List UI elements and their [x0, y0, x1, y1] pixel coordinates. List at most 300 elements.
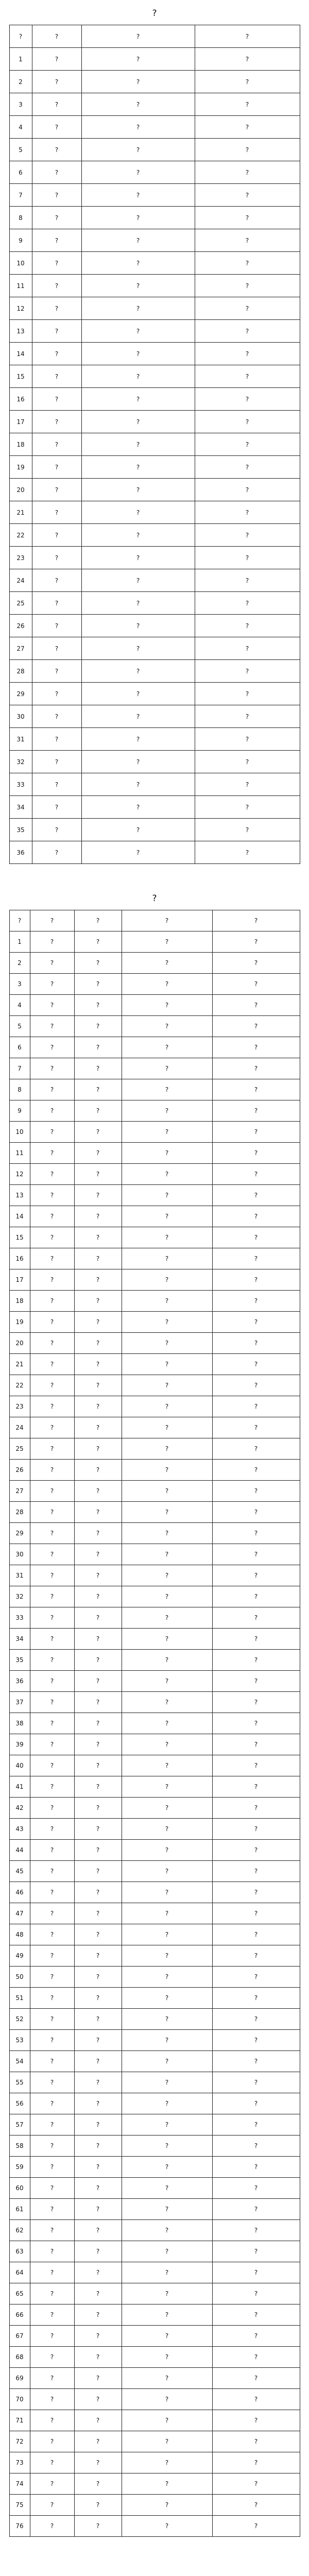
cell-no: 2 [9, 953, 30, 974]
cell-name: ? [81, 116, 195, 139]
cell-unit: ? [30, 1143, 74, 1164]
cell-type: ? [74, 2241, 122, 2262]
table-row [9, 1333, 300, 1354]
table-row [9, 1776, 300, 1798]
cell-issue: ? [212, 1924, 300, 1945]
cell-name: ? [122, 1544, 212, 1565]
cell-type: ? [74, 1755, 122, 1776]
cell-unit: ? [32, 388, 81, 411]
cell-name: ? [81, 48, 195, 71]
cell-unit: ? [32, 841, 81, 864]
cell-no: 30 [9, 1544, 30, 1565]
cell-no: 30 [9, 705, 32, 728]
table-row [9, 1861, 300, 1882]
cell-no: 66 [9, 2304, 30, 2326]
cell-name: ? [122, 1248, 212, 1269]
table-row [9, 2452, 300, 2473]
table-row [9, 2157, 300, 2178]
cell-unit: ? [32, 773, 81, 796]
cell-no: 16 [9, 388, 32, 411]
cell-name: ? [122, 1058, 212, 1079]
cell-issue: ? [212, 2030, 300, 2051]
table-row [9, 1565, 300, 1586]
cell-no: 72 [9, 2431, 30, 2452]
cell-issue: ? [212, 2178, 300, 2199]
table-row [9, 184, 300, 207]
cell-unit: ? [30, 2220, 74, 2241]
cell-no: 3 [9, 93, 32, 116]
cell-no: 70 [9, 2389, 30, 2410]
cell-unit: ? [30, 1629, 74, 1650]
cell-type: ? [74, 2178, 122, 2199]
cell-issue: ? [195, 683, 300, 705]
cell-issue: ? [195, 207, 300, 229]
cell-unit: ? [30, 2452, 74, 2473]
cell-no: 8 [9, 1079, 30, 1100]
cell-name: ? [81, 819, 195, 841]
cell-name: ? [122, 1312, 212, 1333]
table-row [9, 569, 300, 592]
cell-unit: ? [32, 320, 81, 343]
cell-no: 24 [9, 1417, 30, 1438]
table-row [9, 1903, 300, 1924]
cell-name: ? [122, 1100, 212, 1122]
cell-type: ? [74, 2410, 122, 2431]
cell-unit: ? [32, 365, 81, 388]
cell-no: 45 [9, 1861, 30, 1882]
cell-name: ? [122, 1924, 212, 1945]
cell-no: 65 [9, 2283, 30, 2304]
cell-no: 27 [9, 1481, 30, 1502]
cell-unit: ? [32, 683, 81, 705]
cell-unit: ? [30, 1058, 74, 1079]
table-row [9, 953, 300, 974]
table-row [9, 2093, 300, 2114]
table-row [9, 388, 300, 411]
cell-unit: ? [32, 547, 81, 569]
cell-no: 13 [9, 320, 32, 343]
table-row [9, 93, 300, 116]
cell-no: 55 [9, 2072, 30, 2093]
cell-unit: ? [30, 2051, 74, 2072]
cell-name: ? [122, 1819, 212, 1840]
cell-name: ? [122, 1967, 212, 1988]
cell-type: ? [74, 1734, 122, 1755]
cell-issue: ? [195, 365, 300, 388]
cell-no: 14 [9, 343, 32, 365]
cell-name: ? [122, 1143, 212, 1164]
cell-type: ? [74, 1354, 122, 1375]
cell-name: ? [122, 931, 212, 953]
cell-name: ? [122, 1079, 212, 1100]
table-row [9, 1629, 300, 1650]
cell-no: 32 [9, 751, 32, 773]
cell-no: 61 [9, 2199, 30, 2220]
cell-no: 59 [9, 2157, 30, 2178]
cell-issue: ? [212, 1734, 300, 1755]
cell-no: 57 [9, 2114, 30, 2136]
cell-issue: ? [195, 660, 300, 683]
cell-no: 1 [9, 931, 30, 953]
cell-no: 7 [9, 184, 32, 207]
cell-issue: ? [195, 184, 300, 207]
cell-no: 51 [9, 1988, 30, 2009]
cell-no: 22 [9, 524, 32, 547]
cell-name: ? [122, 2136, 212, 2157]
cell-issue: ? [212, 1417, 300, 1438]
cell-type: ? [74, 1016, 122, 1037]
cell-type: ? [74, 1776, 122, 1798]
table-row [9, 1058, 300, 1079]
cell-unit: ? [30, 1650, 74, 1671]
cell-type: ? [74, 1650, 122, 1671]
cell-issue: ? [212, 1523, 300, 1544]
cell-unit: ? [30, 1713, 74, 1734]
table-row [9, 1185, 300, 1206]
cell-name: ? [122, 2516, 212, 2537]
cell-name: ? [81, 71, 195, 93]
cell-no: 71 [9, 2410, 30, 2431]
cell-name: ? [122, 1396, 212, 1417]
cell-no: 31 [9, 1565, 30, 1586]
table-row [9, 2495, 300, 2516]
cell-name: ? [122, 2389, 212, 2410]
table-row [9, 637, 300, 660]
cell-issue: ? [212, 1861, 300, 1882]
cell-name: ? [122, 1565, 212, 1586]
cell-no: 28 [9, 660, 32, 683]
table-row [9, 547, 300, 569]
cell-issue: ? [212, 1269, 300, 1291]
cell-issue: ? [195, 751, 300, 773]
table-row [9, 1650, 300, 1671]
cell-name: ? [81, 773, 195, 796]
cell-type: ? [74, 974, 122, 995]
table-row [9, 1798, 300, 1819]
cell-no: 58 [9, 2136, 30, 2157]
cell-unit: ? [30, 1755, 74, 1776]
cell-name: ? [122, 1502, 212, 1523]
cell-issue: ? [212, 974, 300, 995]
table-row [9, 2389, 300, 2410]
table-row [9, 139, 300, 161]
cell-issue: ? [195, 773, 300, 796]
cell-type: ? [74, 2473, 122, 2495]
cell-unit: ? [30, 1312, 74, 1333]
table-row [9, 1396, 300, 1417]
table-row [9, 2326, 300, 2347]
cell-issue: ? [212, 2389, 300, 2410]
cell-type: ? [74, 1164, 122, 1185]
cell-type: ? [74, 2072, 122, 2093]
cell-issue: ? [195, 320, 300, 343]
cell-issue: ? [195, 275, 300, 297]
table-row [9, 2178, 300, 2199]
cell-no: 48 [9, 1924, 30, 1945]
cell-name: ? [81, 479, 195, 501]
cell-unit: ? [30, 2495, 74, 2516]
cell-no: 33 [9, 1607, 30, 1629]
cell-name: ? [122, 2241, 212, 2262]
cell-unit: ? [32, 705, 81, 728]
cell-name: ? [122, 2326, 212, 2347]
cell-no: 47 [9, 1903, 30, 1924]
table-row [9, 2220, 300, 2241]
cell-unit: ? [30, 1523, 74, 1544]
cell-issue: ? [195, 456, 300, 479]
cell-issue: ? [212, 1248, 300, 1269]
cell-name: ? [81, 411, 195, 433]
cell-type: ? [74, 2347, 122, 2368]
cell-no: 35 [9, 1650, 30, 1671]
cell-name: ? [122, 1903, 212, 1924]
cell-type: ? [74, 2262, 122, 2283]
cell-no: 52 [9, 2009, 30, 2030]
cell-no: 62 [9, 2220, 30, 2241]
table-row [9, 1438, 300, 1460]
cell-name: ? [122, 1692, 212, 1713]
cell-name: ? [81, 433, 195, 456]
cell-issue: ? [212, 1079, 300, 1100]
cell-name: ? [81, 569, 195, 592]
cell-issue: ? [195, 71, 300, 93]
cell-issue: ? [195, 343, 300, 365]
cell-no: 28 [9, 1502, 30, 1523]
cell-no: 34 [9, 796, 32, 819]
table-row [9, 524, 300, 547]
cell-issue: ? [212, 1333, 300, 1354]
cell-name: ? [122, 2030, 212, 2051]
cell-name: ? [81, 343, 195, 365]
table-row [9, 1671, 300, 1692]
cell-name: ? [122, 1755, 212, 1776]
cell-type: ? [74, 1671, 122, 1692]
cell-no: 18 [9, 1291, 30, 1312]
cell-name: ? [122, 1375, 212, 1396]
cell-type: ? [74, 1037, 122, 1058]
cell-issue: ? [212, 2241, 300, 2262]
cell-unit: ? [32, 411, 81, 433]
table-row [9, 796, 300, 819]
cell-name: ? [122, 2495, 212, 2516]
cell-unit: ? [30, 2136, 74, 2157]
table-row [9, 1819, 300, 1840]
cell-issue: ? [212, 1650, 300, 1671]
column-header-issue: ? [195, 25, 300, 48]
cell-no: 24 [9, 569, 32, 592]
cell-no: 8 [9, 207, 32, 229]
cell-name: ? [122, 1776, 212, 1798]
cell-issue: ? [212, 1100, 300, 1122]
cell-no: 16 [9, 1248, 30, 1269]
cell-unit: ? [30, 2410, 74, 2431]
cell-type: ? [74, 1523, 122, 1544]
cell-name: ? [81, 139, 195, 161]
cell-issue: ? [212, 931, 300, 953]
cell-name: ? [81, 161, 195, 184]
cell-name: ? [122, 953, 212, 974]
cell-type: ? [74, 2452, 122, 2473]
cell-name: ? [81, 524, 195, 547]
table-row [9, 1945, 300, 1967]
cell-unit: ? [30, 931, 74, 953]
cell-issue: ? [212, 2262, 300, 2283]
cell-no: 17 [9, 411, 32, 433]
table-row [9, 207, 300, 229]
table-row [9, 1291, 300, 1312]
cell-unit: ? [32, 297, 81, 320]
cell-unit: ? [30, 2389, 74, 2410]
cell-type: ? [74, 1079, 122, 1100]
cell-issue: ? [212, 1206, 300, 1227]
cell-issue: ? [212, 2093, 300, 2114]
cell-name: ? [122, 2157, 212, 2178]
cell-no: 22 [9, 1375, 30, 1396]
cell-name: ? [122, 2220, 212, 2241]
cell-unit: ? [32, 751, 81, 773]
cell-issue: ? [195, 501, 300, 524]
cell-type: ? [74, 1100, 122, 1122]
cell-unit: ? [30, 1164, 74, 1185]
cell-issue: ? [212, 1143, 300, 1164]
table-row [9, 2051, 300, 2072]
table-row [9, 2262, 300, 2283]
table-row [9, 1375, 300, 1396]
cell-issue: ? [212, 2410, 300, 2431]
cell-type: ? [74, 1143, 122, 1164]
cell-name: ? [122, 974, 212, 995]
cell-issue: ? [212, 1438, 300, 1460]
cell-type: ? [74, 2030, 122, 2051]
cell-name: ? [122, 1164, 212, 1185]
cell-unit: ? [30, 1291, 74, 1312]
cell-type: ? [74, 931, 122, 953]
cell-name: ? [81, 637, 195, 660]
cell-name: ? [81, 93, 195, 116]
cell-issue: ? [212, 1755, 300, 1776]
cell-unit: ? [30, 2093, 74, 2114]
table-row [9, 343, 300, 365]
cell-issue: ? [212, 1988, 300, 2009]
cell-issue: ? [195, 819, 300, 841]
cell-type: ? [74, 2114, 122, 2136]
cell-no: 25 [9, 1438, 30, 1460]
cell-no: 37 [9, 1692, 30, 1713]
cell-no: 18 [9, 433, 32, 456]
cell-unit: ? [30, 1903, 74, 1924]
cell-name: ? [122, 2009, 212, 2030]
cell-no: 34 [9, 1629, 30, 1650]
table-row [9, 2009, 300, 2030]
cell-name: ? [122, 2051, 212, 2072]
cell-issue: ? [212, 2368, 300, 2389]
cell-name: ? [122, 2178, 212, 2199]
section1-title: ? [152, 8, 157, 19]
cell-unit: ? [30, 2431, 74, 2452]
cell-name: ? [122, 1650, 212, 1671]
cell-name: ? [122, 1206, 212, 1227]
cell-no: 2 [9, 71, 32, 93]
cell-name: ? [81, 728, 195, 751]
cell-no: 9 [9, 229, 32, 252]
cell-unit: ? [30, 974, 74, 995]
cell-name: ? [122, 1798, 212, 1819]
cell-unit: ? [32, 48, 81, 71]
cell-type: ? [74, 2220, 122, 2241]
cell-no: 14 [9, 1206, 30, 1227]
cell-no: 73 [9, 2452, 30, 2473]
table-row [9, 1713, 300, 1734]
cell-name: ? [81, 501, 195, 524]
cell-type: ? [74, 1185, 122, 1206]
cell-type: ? [74, 1586, 122, 1607]
column-header-unit: ? [30, 910, 74, 931]
cell-name: ? [122, 1460, 212, 1481]
cell-unit: ? [30, 2326, 74, 2347]
cell-no: 31 [9, 728, 32, 751]
cell-type: ? [74, 2157, 122, 2178]
cell-unit: ? [32, 592, 81, 615]
table-row [9, 479, 300, 501]
cell-unit: ? [32, 456, 81, 479]
cell-type: ? [74, 1882, 122, 1903]
cell-unit: ? [30, 1269, 74, 1291]
cell-type: ? [74, 1945, 122, 1967]
cell-no: 29 [9, 1523, 30, 1544]
cell-no: 11 [9, 1143, 30, 1164]
cell-type: ? [74, 1544, 122, 1565]
table-row [9, 1354, 300, 1375]
cell-no: 15 [9, 365, 32, 388]
table-row [9, 2473, 300, 2495]
cell-no: 67 [9, 2326, 30, 2347]
cell-name: ? [81, 184, 195, 207]
cell-issue: ? [212, 1164, 300, 1185]
table-row [9, 501, 300, 524]
cell-type: ? [74, 1206, 122, 1227]
table-row [9, 1924, 300, 1945]
table-row [9, 2030, 300, 2051]
cell-no: 15 [9, 1227, 30, 1248]
cell-issue: ? [212, 2304, 300, 2326]
table-row [9, 1502, 300, 1523]
cell-issue: ? [212, 1692, 300, 1713]
cell-issue: ? [195, 139, 300, 161]
cell-name: ? [122, 1185, 212, 1206]
table-row [9, 1967, 300, 1988]
cell-no: 20 [9, 1333, 30, 1354]
cell-type: ? [74, 1988, 122, 2009]
cell-unit: ? [32, 161, 81, 184]
cell-issue: ? [212, 2009, 300, 2030]
column-header-issue: ? [212, 910, 300, 931]
new-media-issue-table [9, 910, 300, 2537]
cell-issue: ? [195, 637, 300, 660]
table-row [9, 751, 300, 773]
cell-unit: ? [32, 569, 81, 592]
table-row [9, 1122, 300, 1143]
section2-title: ? [152, 893, 157, 904]
cell-unit: ? [30, 1882, 74, 1903]
cell-issue: ? [212, 1312, 300, 1333]
cell-name: ? [122, 1291, 212, 1312]
cell-name: ? [122, 1333, 212, 1354]
cell-type: ? [74, 1333, 122, 1354]
cell-unit: ? [30, 1840, 74, 1861]
cell-unit: ? [30, 1734, 74, 1755]
cell-unit: ? [32, 660, 81, 683]
cell-name: ? [122, 1945, 212, 1967]
